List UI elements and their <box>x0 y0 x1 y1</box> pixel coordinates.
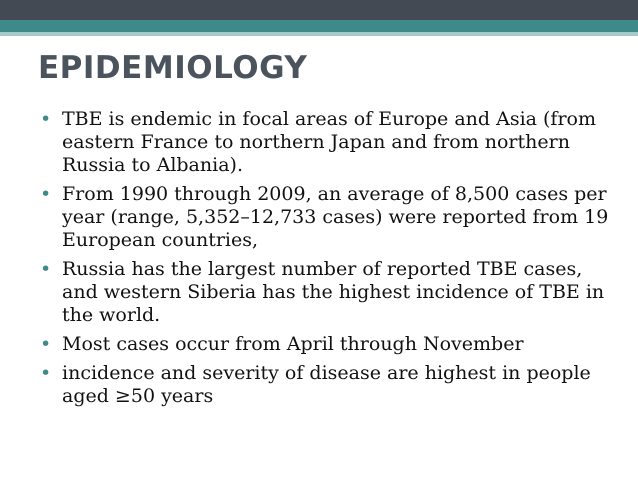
header-band-dark <box>0 0 638 20</box>
bullet-item <box>28 362 618 408</box>
slide-title: EPIDEMIOLOGY <box>38 50 308 86</box>
bullet-icon: • <box>40 362 52 384</box>
bullet-icon: • <box>40 333 52 355</box>
bullet-text: incidence and severity of disease are highest in people aged ≥50 years <box>62 362 591 407</box>
bullet-item <box>28 108 618 177</box>
bullet-icon: • <box>40 183 52 205</box>
header-band-teal <box>0 20 638 32</box>
bullet-item <box>28 183 618 252</box>
bullet-icon: • <box>40 258 52 280</box>
bullet-text: Russia has the largest number of reported TBE cases, and western Siberia has the highest incidence of TBE in the world. <box>62 258 605 326</box>
bullet-item <box>28 258 618 327</box>
header-band-teal-light <box>0 32 638 36</box>
bullet-text: Most cases occur from April through November <box>62 333 524 355</box>
bullet-text: From 1990 through 2009, an average of 8,500 cases per year (range, 5,352–12,733 cases) were reported from 19 European countries, <box>62 183 609 251</box>
bullet-item <box>28 333 618 356</box>
bullet-icon: • <box>40 108 52 130</box>
bullet-text: TBE is endemic in focal areas of Europe and Asia (from eastern France to northern Japan and from northern Russia to Albania). <box>62 108 597 176</box>
bullet-list <box>28 108 618 414</box>
